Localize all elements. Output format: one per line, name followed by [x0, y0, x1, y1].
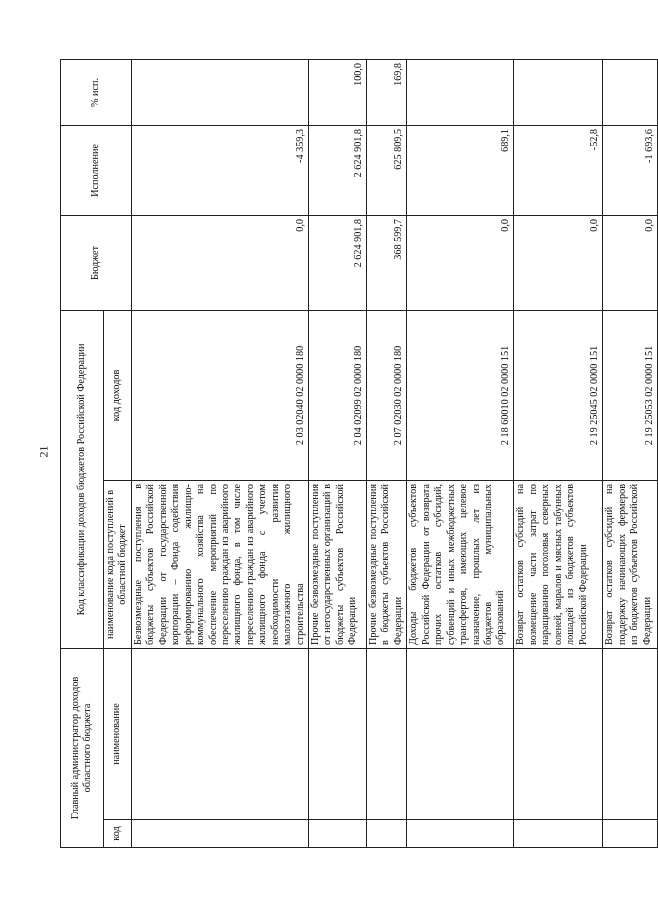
- page-number: 21: [36, 445, 51, 458]
- percent-cell: [131, 59, 308, 125]
- admin-name-cell: [309, 648, 367, 819]
- execution-cell: 625 809,5: [367, 125, 407, 215]
- table-row: [131, 59, 308, 847]
- income-code-cell: 2 19 25053 02 0000 151: [603, 310, 658, 480]
- admin-code-cell: [514, 820, 603, 848]
- execution-cell: 2 624 901,8: [309, 125, 367, 215]
- admin-name-cell: [367, 648, 407, 819]
- table-row: [367, 59, 407, 847]
- admin-code-cell: [407, 820, 514, 848]
- header-classification-group: Код классификации доходов бюджетов Российской Федерации: [61, 310, 104, 648]
- execution-cell: -4 359,3: [131, 125, 308, 215]
- header-income-code: код доходов: [104, 310, 132, 480]
- receipt-name-cell: Прочие безвозмездные поступления в бюджеты субъектов Российской Федерации: [367, 480, 407, 648]
- budget-cell: 368 599,7: [367, 215, 407, 310]
- admin-code-cell: [131, 820, 308, 848]
- receipt-name-cell: Прочие безвозмездные поступления от негосударственных организаций в бюджеты субъектов Российской Федерации: [309, 480, 367, 648]
- percent-cell: [603, 59, 658, 125]
- budget-cell: 0,0: [603, 215, 658, 310]
- admin-name-cell: [514, 648, 603, 819]
- budget-cell: 0,0: [514, 215, 603, 310]
- percent-cell: 169,8: [367, 59, 407, 125]
- header-admin-group: Главный администратор доходов областного бюджета: [61, 648, 104, 847]
- percent-cell: [514, 59, 603, 125]
- table-row: [309, 59, 367, 847]
- admin-code-cell: [603, 820, 658, 848]
- execution-cell: -1 693,6: [603, 125, 658, 215]
- budget-cell: 0,0: [131, 215, 308, 310]
- header-receipt-name: наименование кода поступлений в областной бюджет: [104, 480, 132, 648]
- income-code-cell: 2 18 60010 02 0000 151: [407, 310, 514, 480]
- income-code-cell: 2 04 02099 02 0000 180: [309, 310, 367, 480]
- receipt-name-cell: Возврат остатков субсидий на поддержку начинающих фермеров из бюджетов субъектов Российской Федерации: [603, 480, 658, 648]
- income-code-cell: 2 19 25045 02 0000 151: [514, 310, 603, 480]
- table-row: [603, 59, 658, 847]
- admin-name-cell: [131, 648, 308, 819]
- income-code-cell: 2 03 02040 02 0000 180: [131, 310, 308, 480]
- receipt-name-cell: Безвозмездные поступления в бюджеты субъектов Российской Федерации от государственной корпорации – Фонда содействия реформированию жилищно-коммунального хозяйства на обеспечение мероприятий по переселению граждан из аварийного жилищного фонда, в том числе переселению граждан из аварийного жилищного фонда с учетом необходимости развития малоэтажного жилищного строительства: [131, 480, 308, 648]
- table-row: [514, 59, 603, 847]
- table-container: [60, 60, 655, 848]
- percent-cell: [407, 59, 514, 125]
- header-admin-name: наименование: [104, 648, 132, 819]
- admin-code-cell: [367, 820, 407, 848]
- header-admin-code: код: [104, 820, 132, 848]
- header-percent: % исп.: [61, 59, 132, 125]
- execution-cell: -52,8: [514, 125, 603, 215]
- budget-cell: 2 624 901,8: [309, 215, 367, 310]
- header-budget: Бюджет: [61, 215, 132, 310]
- receipt-name-cell: Возврат остатков субсидий на возмещение части затрат по наращиванию поголовья северных оленей, маралов и мясных табунных лошадей из бюджетов субъектов Российской Федерации: [514, 480, 603, 648]
- table-row: [407, 59, 514, 847]
- admin-name-cell: [407, 648, 514, 819]
- budget-cell: 0,0: [407, 215, 514, 310]
- admin-name-cell: [603, 648, 658, 819]
- receipt-name-cell: Доходы бюджетов субъектов Российской Федерации от возврата прочих остатков субсидий, субвенций и иных межбюджетных трансфертов, имеющих целевое назначение, прошлых лет из бюджетов муниципальных образований: [407, 480, 514, 648]
- percent-cell: 100,0: [309, 59, 367, 125]
- execution-cell: 689,1: [407, 125, 514, 215]
- income-table: [60, 59, 658, 848]
- header-execution: Исполнение: [61, 125, 132, 215]
- income-code-cell: 2 07 02030 02 0000 180: [367, 310, 407, 480]
- admin-code-cell: [309, 820, 367, 848]
